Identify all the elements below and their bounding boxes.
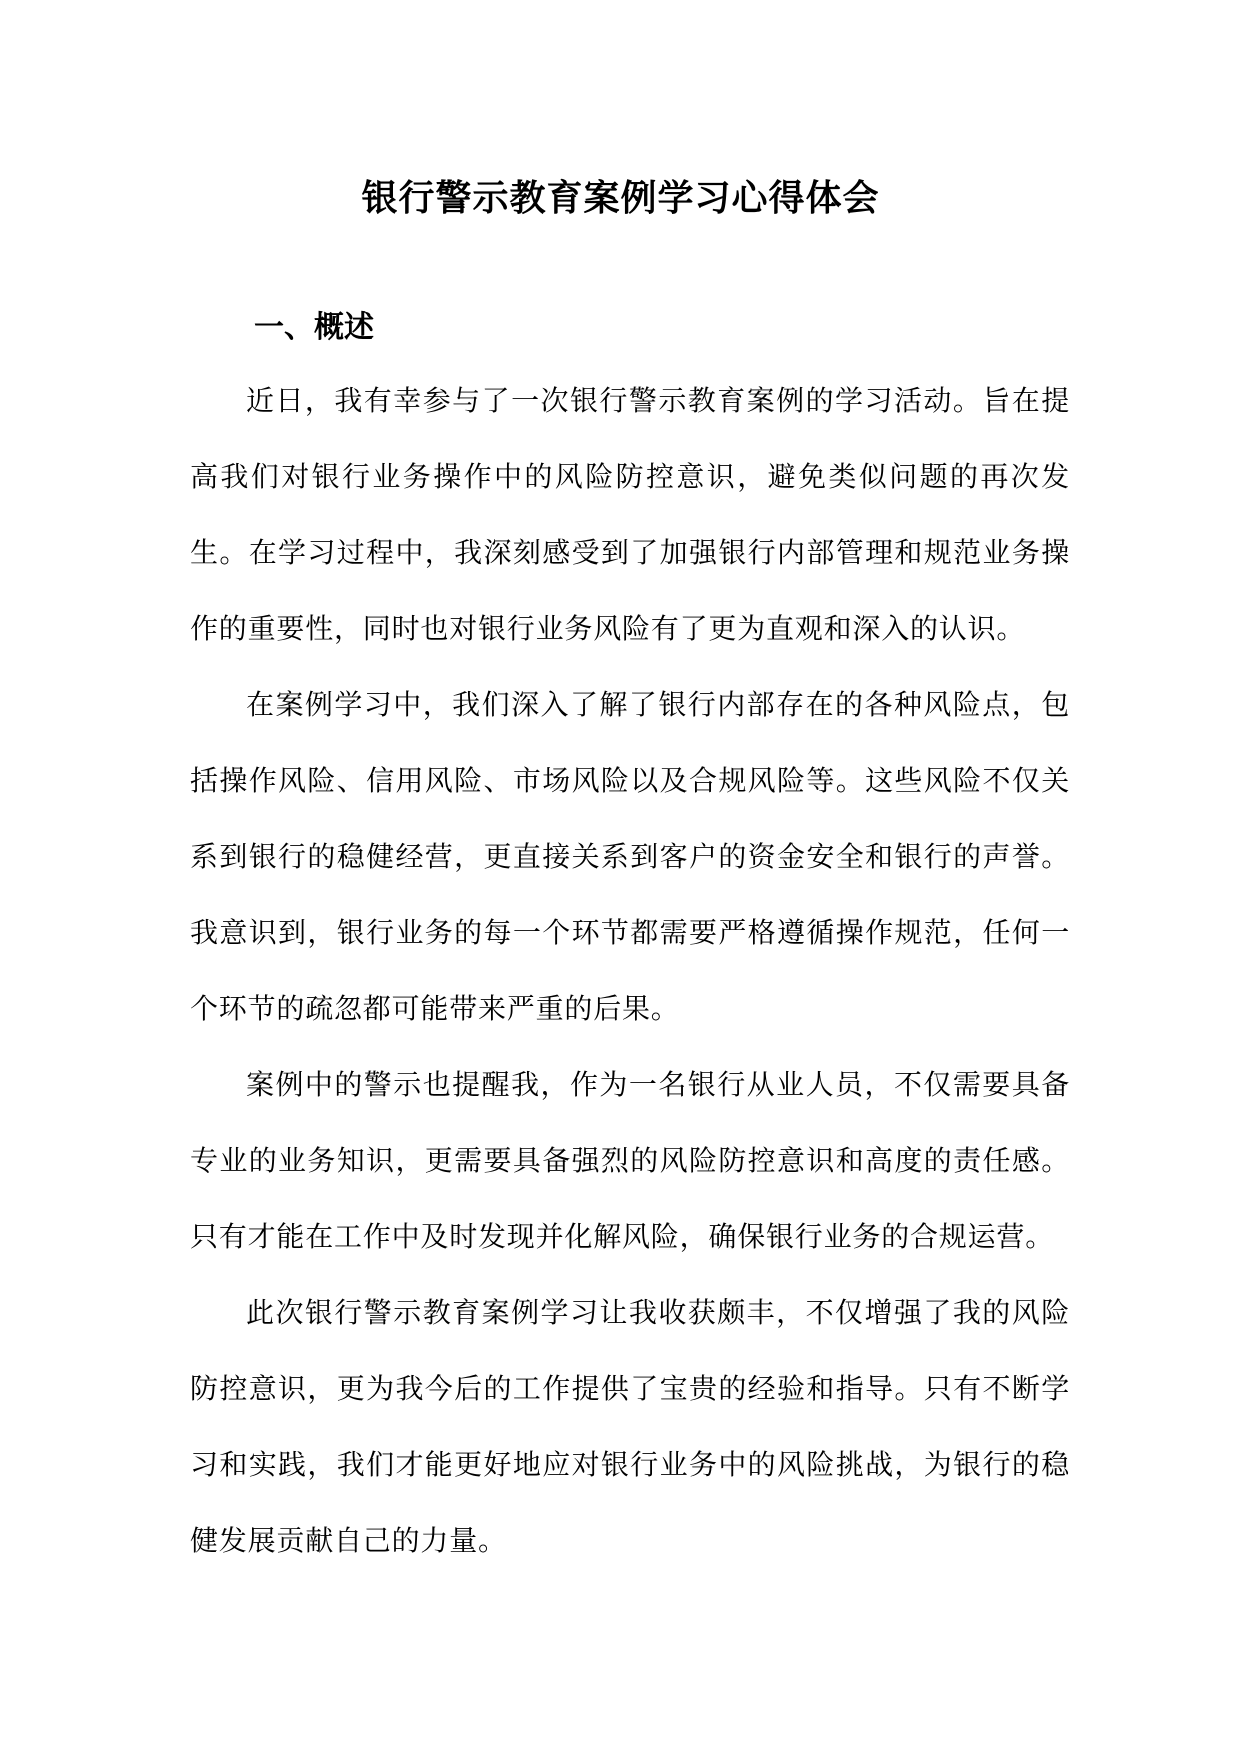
paragraph-3: 案例中的警示也提醒我，作为一名银行从业人员，不仅需要具备专业的业务知识，更需要具备强烈的风险防控意识和高度的责任感。只有才能在工作中及时发现并化解风险，确保银行业务的合规运营。 [190, 1068, 1070, 1253]
paragraph-1: 近日，我有幸参与了一次银行警示教育案例的学习活动。旨在提高我们对银行业务操作中的风险防控意识，避免类似问题的再次发生。在学习过程中，我深刻感受到了加强银行内部管理和规范业务操作的重要性，同时也对银行业务风险有了更为直观和深入的认识。 [190, 384, 1070, 645]
paragraph-2: 在案例学习中，我们深入了解了银行内部存在的各种风险点，包括操作风险、信用风险、市场风险以及合规风险等。这些风险不仅关系到银行的稳健经营，更直接关系到客户的资金安全和银行的声誉。我意识到，银行业务的每一个环节都需要严格遵循操作规范，任何一个环节的疏忽都可能带来严重的后果。 [190, 688, 1070, 1025]
document-title: 银行警示教育案例学习心得体会 [361, 178, 880, 220]
document-body [190, 363, 1070, 1579]
paragraph-4: 此次银行警示教育案例学习让我收获颇丰，不仅增强了我的风险防控意识，更为我今后的工作提供了宝贵的经验和指导。只有不断学习和实践，我们才能更好地应对银行业务中的风险挑战，为银行的稳健发展贡献自己的力量。 [190, 1296, 1070, 1557]
section-heading: 一、概述 [254, 309, 374, 345]
